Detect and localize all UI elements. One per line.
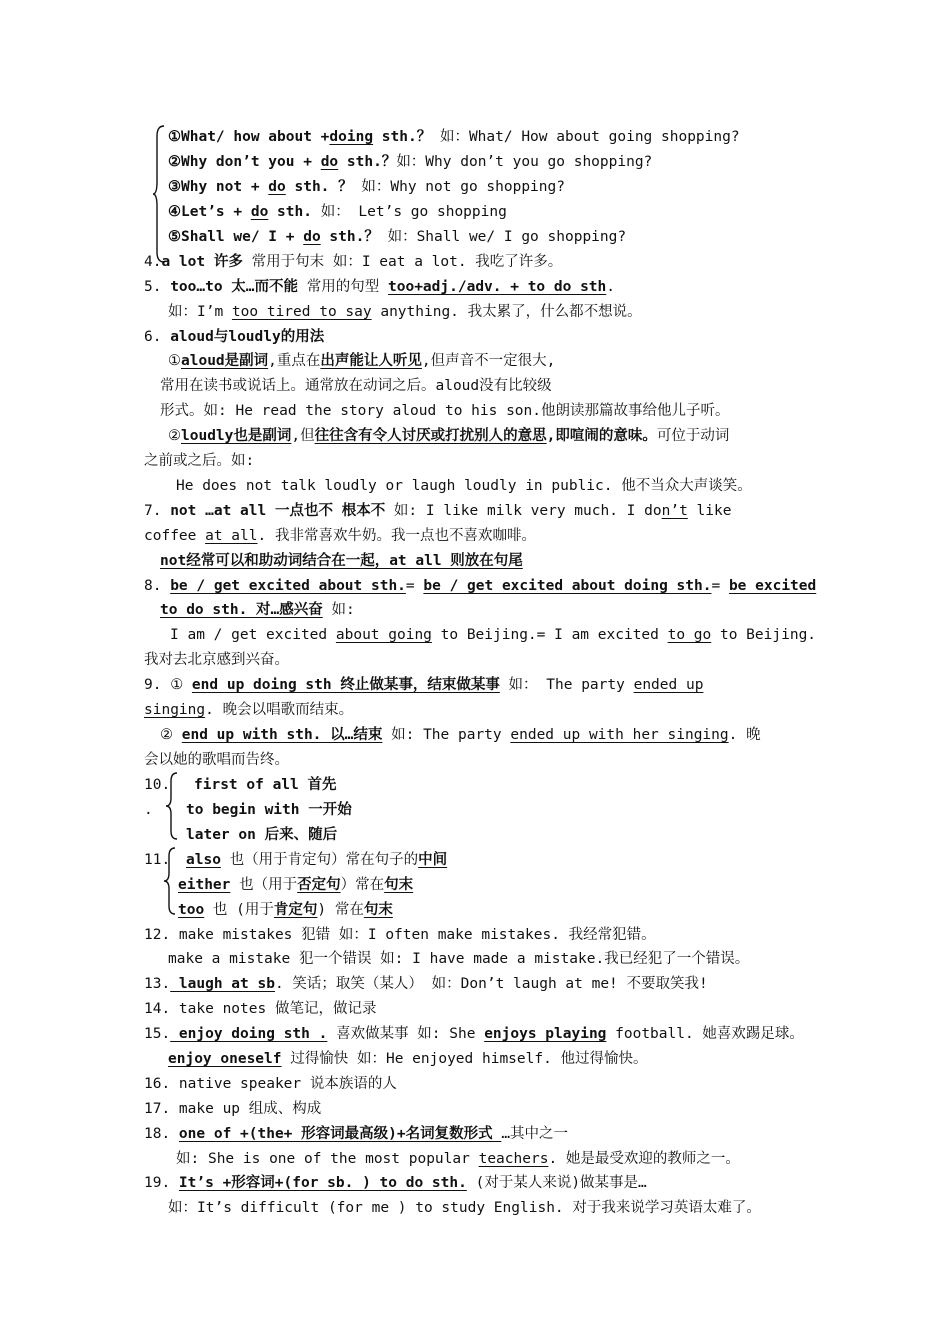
text-segment: 如:	[322, 602, 355, 618]
text-segment: 14. take notes 做笔记，做记录	[144, 1001, 377, 1017]
text-segment: 8.	[144, 578, 171, 594]
text-line	[168, 1198, 761, 1218]
text-segment: do	[303, 229, 321, 245]
text-segment: football. 她喜欢踢足球。	[606, 1026, 804, 1042]
text-segment: 句末	[384, 877, 414, 893]
text-line	[168, 127, 740, 147]
text-segment: to begin with 一开始	[186, 802, 352, 818]
text-segment: 如: I like milk very much. I do	[385, 503, 662, 519]
text-line	[176, 1149, 740, 1169]
text-segment: aloud是副词	[181, 353, 269, 369]
text-segment: =	[405, 578, 424, 594]
text-segment: ) 常在	[317, 902, 364, 918]
text-segment: ,即喧闹的意味。	[546, 428, 657, 444]
text-segment: 中间	[418, 852, 448, 868]
text-segment: ⑤Shall we/ I +	[168, 229, 304, 245]
text-segment: too+adj./adv. + to do sth	[388, 279, 607, 295]
text-line	[144, 277, 615, 297]
text-line	[144, 1173, 647, 1193]
text-segment: 17. make up 组成、构成	[144, 1101, 322, 1117]
text-line	[168, 1049, 648, 1069]
text-segment: (对于某人来说)做某事是…	[466, 1175, 647, 1191]
text-segment: ①What/ how about +	[168, 129, 330, 145]
text-segment: . 晚会以唱歌而结束。	[205, 702, 354, 718]
text-segment: ②	[160, 727, 182, 743]
text-segment: to Beijing.= I am excited	[431, 627, 668, 643]
text-segment: be excited	[728, 578, 817, 594]
text-line	[168, 202, 507, 222]
brace-suggestions	[152, 124, 166, 264]
text-segment: ②Why don’t you +	[168, 154, 321, 170]
text-line	[144, 1024, 804, 1044]
text-line	[160, 551, 523, 571]
text-segment: 如：It’s difficult (for me ) to study English. 对于我来说学习英语太难了。	[168, 1200, 761, 1216]
text-line	[168, 351, 555, 371]
text-segment: first of all 首先	[194, 777, 337, 793]
text-segment: 如： The party	[499, 677, 634, 693]
text-line	[160, 376, 552, 396]
text-segment: 常用于句末 如：I eat a lot. 我吃了许多。	[242, 254, 563, 270]
text-line	[186, 850, 447, 870]
text-segment: at all	[205, 528, 258, 544]
text-segment: 如：Shall we/ I go shopping?	[378, 229, 627, 245]
text-segment: sth. ？	[285, 179, 353, 195]
text-line	[168, 302, 642, 322]
text-segment: 如： Let’s go shopping	[311, 204, 507, 220]
text-segment: ④Let’s +	[168, 204, 251, 220]
text-segment: .	[144, 802, 153, 818]
text-segment: 11.	[144, 852, 171, 868]
text-line	[176, 476, 752, 496]
text-segment: 形式。如: He read the story aloud to his son.他朗读那篇故事给他儿子听。	[160, 403, 730, 419]
text-segment: sth.？	[320, 229, 379, 245]
text-line	[144, 1124, 568, 1144]
text-segment: . 笑话；取笑（某人） 如：Don’t laugh at me! 不要取笑我!	[274, 976, 708, 992]
text-segment: aloud与loudly的用法	[170, 329, 325, 345]
text-segment: 肯定句	[273, 902, 318, 918]
text-segment: about going	[335, 627, 432, 643]
text-segment: . 我非常喜欢牛奶。我一点也不喜欢咖啡。	[257, 528, 536, 544]
text-segment: I am / get excited	[170, 627, 336, 643]
text-line	[144, 675, 703, 695]
text-segment: 6.	[144, 329, 171, 345]
text-segment: 15.	[144, 1026, 171, 1042]
brace-also-either-too	[163, 846, 177, 916]
text-segment: 也（用于肯定句）常在句子的	[220, 852, 419, 868]
text-segment: ,但	[291, 428, 315, 444]
text-segment: also	[186, 852, 221, 868]
text-line	[144, 526, 536, 546]
text-segment: 也 (用于	[204, 902, 274, 918]
text-segment: laugh at sb	[170, 976, 275, 992]
text-segment: . 她是最受欢迎的教师之一。	[548, 1151, 740, 1167]
text-segment: 12. make mistakes 犯错 如：I often make mistakes. 我经常犯错。	[144, 927, 656, 943]
text-segment: ③Why not +	[168, 179, 269, 195]
text-line	[144, 650, 289, 670]
text-segment: sth.？	[373, 129, 432, 145]
text-line	[168, 227, 626, 247]
text-segment: 句末	[363, 902, 393, 918]
text-segment: enjoy doing sth .	[170, 1026, 328, 1042]
text-segment: 如：I’m	[168, 304, 232, 320]
text-segment: too tired to say	[231, 304, 372, 320]
text-line	[170, 625, 816, 645]
text-segment: end up doing sth 终止做某事，结束做某事	[191, 677, 500, 693]
text-segment: It’s +形容词+(for sb. ) to do sth.	[178, 1175, 467, 1191]
text-segment: loudly也是副词	[181, 428, 292, 444]
text-segment: sth.	[268, 204, 312, 220]
text-segment: 18.	[144, 1126, 179, 1142]
text-line	[160, 401, 730, 421]
text-line	[178, 875, 413, 895]
text-line	[144, 925, 656, 945]
text-segment: not …at all 一点也不 根本不	[170, 503, 386, 519]
text-segment: do	[268, 179, 286, 195]
text-segment: like	[687, 503, 732, 519]
text-segment: a lot 许多	[161, 254, 243, 270]
text-segment: 之前或之后。如:	[144, 453, 255, 469]
text-segment: to do sth. 对…感兴奋	[160, 602, 323, 618]
text-line	[144, 576, 816, 596]
text-line	[178, 900, 393, 920]
text-line	[160, 600, 355, 620]
text-segment: later on 后来、随后	[186, 827, 338, 843]
text-segment: singing	[144, 702, 206, 718]
text-segment: 如: She is one of the most popular	[176, 1151, 479, 1167]
text-segment: 13.	[144, 976, 171, 992]
text-segment: ②	[168, 428, 181, 444]
text-segment: 可位于动词	[656, 428, 730, 444]
text-segment: 否定句	[297, 877, 341, 893]
text-line	[144, 1099, 321, 1119]
text-segment: 4.	[144, 254, 162, 270]
text-segment: .	[606, 279, 615, 295]
text-segment: n’t	[661, 503, 688, 519]
text-segment: 也（用于	[230, 877, 298, 893]
text-segment: do	[250, 204, 269, 220]
text-segment: =	[711, 578, 729, 594]
text-segment: too…to 太…而不能	[170, 279, 299, 295]
text-line	[144, 700, 353, 720]
text-segment: ,重点在	[268, 353, 321, 369]
text-segment: not经常可以和助动词结合在一起，at all 则放在句尾	[160, 553, 523, 569]
text-segment: 往往含有令人讨厌或打扰别人的意思	[314, 428, 547, 444]
text-segment: 我对去北京感到兴奋。	[144, 652, 289, 668]
text-segment: doing	[329, 129, 374, 145]
text-segment: 过得愉快 如：He enjoyed himself. 他过得愉快。	[281, 1051, 648, 1067]
text-line	[194, 775, 337, 795]
text-segment: 喜欢做某事 如: She	[327, 1026, 485, 1042]
text-segment: either	[178, 877, 231, 893]
text-segment: anything. 我太累了，什么都不想说。	[371, 304, 642, 320]
text-line	[144, 451, 254, 471]
text-segment: 10.	[144, 777, 171, 793]
text-segment: be / get excited about sth.	[170, 578, 406, 594]
text-line	[168, 426, 729, 446]
text-segment: 9. ①	[144, 677, 192, 693]
text-line	[144, 750, 289, 770]
text-segment: 常用的句型	[298, 279, 389, 295]
text-line	[186, 825, 337, 845]
text-line	[144, 974, 708, 994]
text-line	[168, 949, 749, 969]
text-line	[144, 1074, 397, 1094]
text-line	[160, 725, 761, 745]
text-segment: be / get excited about doing sth.	[423, 578, 712, 594]
text-segment: ）常在	[340, 877, 385, 893]
text-line	[168, 177, 565, 197]
text-segment: …其中之一	[501, 1126, 569, 1142]
text-line	[168, 152, 652, 172]
text-segment: 5.	[144, 279, 171, 295]
text-segment: end up with sth. 以…结束	[181, 727, 383, 743]
text-line	[144, 327, 324, 347]
text-segment: teachers	[478, 1151, 549, 1167]
text-segment: 常用在读书或说话上。通常放在动词之后。aloud没有比较级	[160, 378, 552, 394]
text-segment: coffee	[144, 528, 206, 544]
text-segment: enjoys playing	[484, 1026, 607, 1042]
text-segment: do	[320, 154, 339, 170]
text-segment: ended up with her singing	[510, 727, 729, 743]
text-line	[144, 501, 731, 521]
text-line	[144, 999, 376, 1019]
text-segment: ,但声音不一定很大,	[421, 353, 556, 369]
text-segment: 如：Why don’t you go shopping?	[396, 154, 653, 170]
text-segment: one of +(the+ 形容词最高级)+名词复数形式	[178, 1126, 502, 1142]
text-segment: He does not talk loudly or laugh loudly in public. 他不当众大声谈笑。	[176, 478, 752, 494]
text-segment: . 晚	[728, 727, 761, 743]
text-line	[186, 800, 352, 820]
text-line	[144, 800, 153, 820]
text-segment: to go	[667, 627, 712, 643]
text-segment: 出声能让人听见	[320, 353, 422, 369]
text-segment: to Beijing.	[711, 627, 817, 643]
text-segment: make a mistake 犯一个错误 如: I have made a mistake.我已经犯了一个错误。	[168, 951, 750, 967]
text-segment: 如：Why not go shopping?	[352, 179, 565, 195]
text-segment: 16. native speaker 说本族语的人	[144, 1076, 397, 1092]
text-segment: 会以她的歌唱而告终。	[144, 752, 289, 768]
text-segment: 如: The party	[382, 727, 511, 743]
text-line	[144, 252, 562, 272]
brace-first-of-all	[165, 771, 179, 841]
text-segment: 7.	[144, 503, 171, 519]
text-segment: 19.	[144, 1175, 179, 1191]
text-segment: too	[178, 902, 205, 918]
text-segment: enjoy oneself	[168, 1051, 282, 1067]
text-segment: 如：What/ How about going shopping?	[431, 129, 740, 145]
text-segment: sth.？	[338, 154, 397, 170]
text-segment: ①	[168, 353, 181, 369]
text-segment: ended up	[633, 677, 704, 693]
